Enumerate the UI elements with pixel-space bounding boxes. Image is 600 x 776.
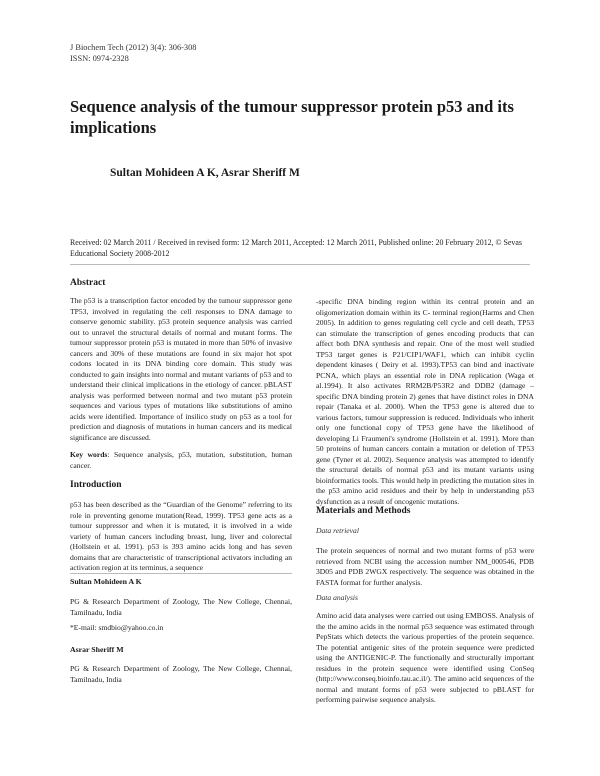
journal-header xyxy=(70,42,197,64)
affiliation-1-name: Sultan Mohideen A K xyxy=(70,577,142,586)
affiliation-2-address: PG & Research Department of Zoology, The New College, Chennai, Tamilnadu, India xyxy=(70,664,292,684)
data-retrieval-heading: Data retrieval xyxy=(316,526,359,535)
keywords xyxy=(70,450,292,471)
introduction-text: p53 has been described as the “Guardian of the Genome” referring to its role in preventing genome mutation(Read, 1999). TP53 gene acts as a tumour suppressor and when it is mutated, it is involved in a wide variety of human cancers including breast, lung, liver and colorectal (Hollstein et al. 1991). p53 is 393 amino acids long and has seven domains that are characteristic of transcriptional activators including an activation region at its terminus, a sequence xyxy=(70,500,292,572)
issn: ISSN: 0974-2328 xyxy=(70,54,129,63)
article-title: Sequence analysis of the tumour suppressor protein p53 and its implications xyxy=(70,97,514,137)
data-analysis-heading: Data analysis xyxy=(316,593,358,602)
data-retrieval-text: The protein sequences of normal and two mutant forms of p53 were retrieved from NCBI using the accession number NM_000546, PDB 3D05 and PDB 2WGX respectively. The sequence was obtained in the FASTA format for further analysis. xyxy=(316,546,534,587)
publication-dates: Received: 02 March 2011 / Received in revised form: 12 March 2011, Accepted: 12 March 2011, Published online: 20 February 2012, © Sevas Educational Society 2008-2012 xyxy=(70,238,522,258)
abstract-heading: Abstract xyxy=(70,278,106,288)
keywords-label: Key words xyxy=(70,450,108,459)
affiliation-1-address: PG & Research Department of Zoology, The New College, Chennai, Tamilnadu, India xyxy=(70,597,292,617)
introduction-heading: Introduction xyxy=(70,480,122,490)
keywords-text: : Sequence analysis, p53, mutation, substitution, human cancer. xyxy=(70,450,292,470)
divider xyxy=(70,264,530,265)
affiliation-1-email: *E-mail: smdbio@yahoo.co.in xyxy=(70,623,164,632)
abstract-text: The p53 is a transcription factor encoded by the tumour suppressor gene TP53, involved in regulating the cell responses to DNA damage to conserve genomic stability. p53 protein sequence analysis was carried out to unravel the structural details of normal and mutant forms. The tumour suppressor protein p53 is mutated in more than 50% of invasive cancers and 30% of these mutations are found in six major hot spot codons located in its DNA binding core domain. This study was conducted to gain insights into normal and mutant variants of p53 and to understand their clinical implications in the etiology of cancer. pBLAST analysis was performed between normal and two mutant p53 protein sequences and various types of mutations like substitutions of amino acids were identified. Importance of insilico study on p53 as a tool for prediction and diagnosis of mutations in human cancers and its medical significance are discussed. xyxy=(70,296,292,442)
methods-heading: Materials and Methods xyxy=(316,506,411,516)
affiliation-2-name: Asrar Sheriff M xyxy=(70,645,124,654)
introduction-continued: -specific DNA binding region within its central protein and an oligomerization domain within its C- terminal region(Harms and Chen 2005). In addition to genes regulating cell cycle and cell death, TP53 can stimulate the transcription of genes encoding products that can affect both DNA synthesis and repair. One of the most well studied TP53 target genes is P21/CIP1/WAF1, which can inhibit cyclin dependent kinases ( Deiry et al. 1993).TP53 can bind and inactivate PCNA, which plays an essential role in DNA replication (Waga et al.1994). It also activates RRM2B/P53R2 and DDB2 (damage – specific DNA binding protein 2) genes that have distinct roles in DNA repair (Tanaka et al. 2000). When the TP53 gene is altered due to various factors, tumour suppression is reduced. Individuals who inherit only one functional copy of TP53 gene have the likelihood of developing Li Fraumeni's syndrome (Hollstein et al. 1991). More than 50 proteins of human cancers contain a mutation or deletion of TP53 gene (Tyner et al. 2002). Sequence analysis was attempted to identify the structural details of normal p53 and its mutant variants using bioinformatics tools. This would help in predicting the mutation sites in the p53 amino acid residues and their by help in understanding p53 dysfunction as a result of oncogenic mutations. xyxy=(316,297,534,506)
author-list: Sultan Mohideen A K, Asrar Sheriff M xyxy=(110,167,300,179)
journal-citation: J Biochem Tech (2012) 3(4): 306-308 xyxy=(70,43,197,52)
affiliation-divider xyxy=(70,573,292,574)
data-analysis-text: Amino acid data analyses were carried out using EMBOSS. Analysis of the the amino acids in the normal p53 sequence was estimated through PepStats which detects the various properties of the protein sequence. The potential antigenic sites of the protein sequence were predicted using the ANTIGENIC-P. The functionally and structurally important residues in the protein sequence were identified using ConSeq (http://www.conseq.bioinfo.tau.ac.il/). The amino acid sequences of the normal and mutant forms of p53 were subjected to pBLAST for performing pairwise sequence analysis. xyxy=(316,611,534,704)
